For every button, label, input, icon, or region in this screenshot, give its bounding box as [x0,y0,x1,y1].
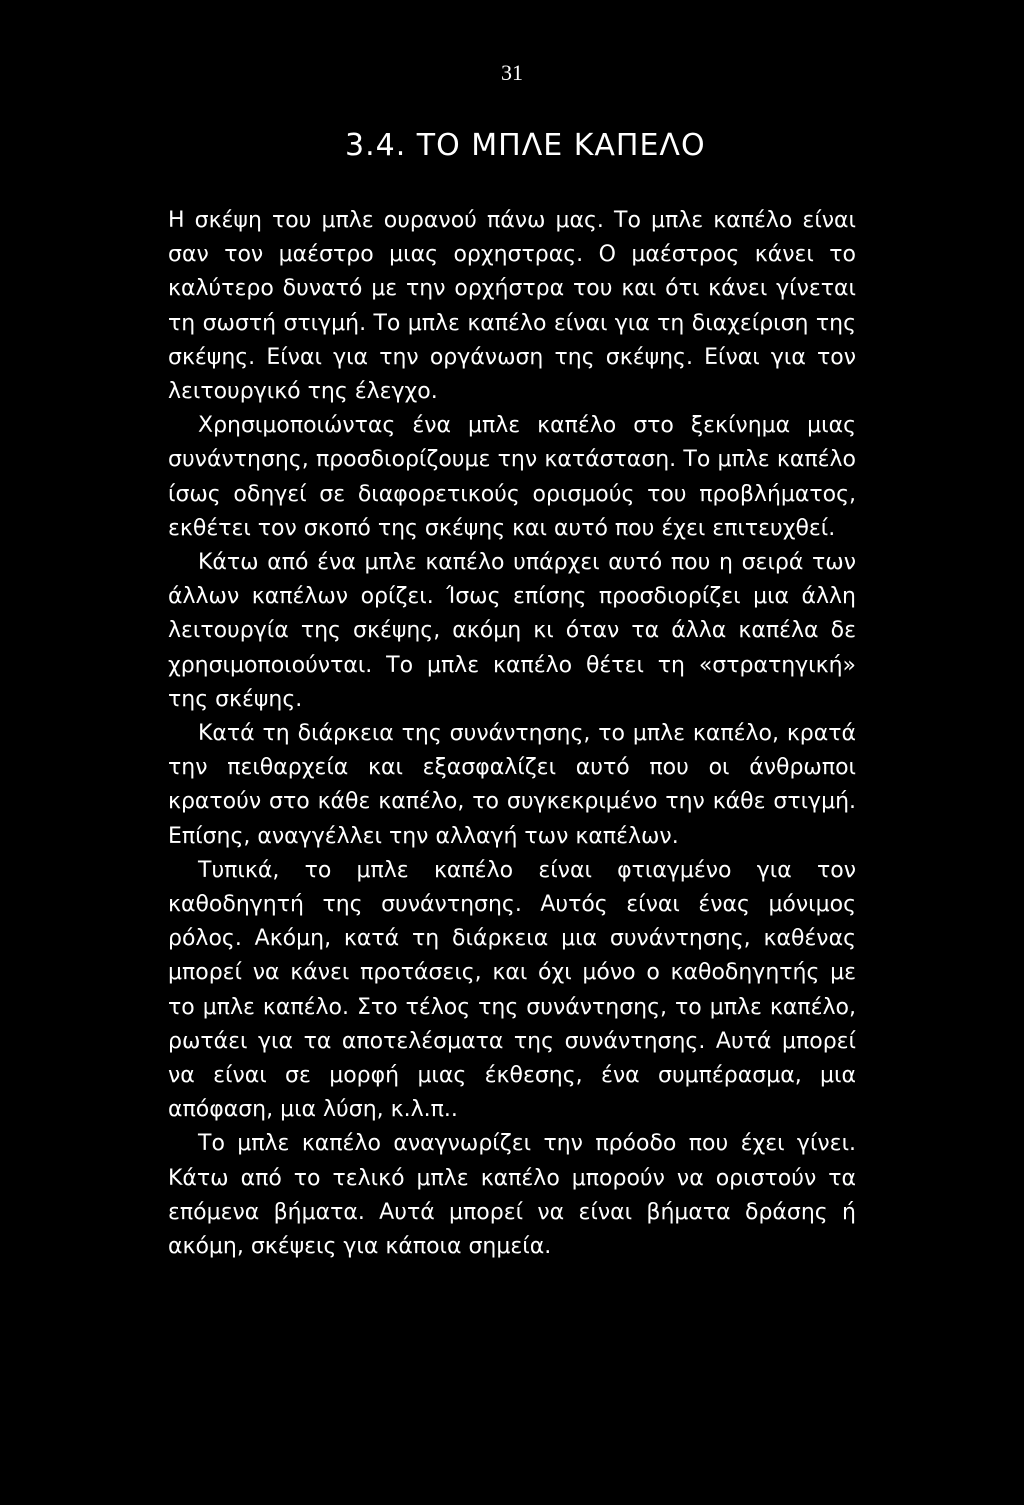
paragraph-facilitator: Τυπικά, το μπλε καπέλο είναι φτιαγμένο για τον καθοδηγητή της συνάντησης. Αυτός είναι ένας μόνιμος ρόλος. Ακόμη, κατά τη διάρκεια μια συνάντησης, καθένας μπορεί να κάνει προτάσεις, και όχι μόνο ο καθοδηγητής με το μπλε καπέλο. Στο τέλος της συνάντησης, το μπλε καπέλο, ρωτάει για τα αποτελέσματα της συνάντησης. Αυτά μπορεί να είναι σε μορφή μιας έκθεσης, ένα συμπέρασμα, μια απόφαση, μια λύση, κ.λ.π.. [168,857,856,1123]
section-title: 3.4. ΤΟ ΜΠΛΕ ΚΑΠΕΛΟ [345,128,706,163]
paragraph-progress: Το μπλε καπέλο αναγνωρίζει την πρόοδο που έχει γίνει. Κάτω από το τελικό μπλε καπέλο μπορούν να οριστούν τα επόμενα βήματα. Αυτά μπορεί να είναι βήματα δράσης ή ακόμη, σκέψεις για κάποια σημεία. [168,1131,856,1260]
paragraph-during-meeting: Κατά τη διάρκεια της συνάντησης, το μπλε καπέλο, κρατά την πειθαρχεία και εξασφαλίζει αυτό που οι άνθρωποι κρατούν στο κάθε καπέλο, το συγκεκριμένο την κάθε στιγμή. Επίσης, αναγγέλλει την αλλαγή των καπέλων. [168,721,856,849]
page-number: 31 [501,60,523,85]
body-text [168,204,856,1264]
paragraph-under-blue-hat: Κάτω από ένα μπλε καπέλο υπάρχει αυτό που η σειρά των άλλων καπέλων ορίζει. Ίσως επίσης προσδιορίζει μια άλλη λειτουργία της σκέψης, ακόμη κι όταν τα άλλα καπέλα δε χρησιμοποιούνται. Το μπλε καπέλο θέτει τη «στρατηγική» της σκέψης. [168,550,856,712]
paragraph-meeting-start: Χρησιμοποιώντας ένα μπλε καπέλο στο ξεκίνημα μιας συνάντησης, προσδιορίζουμε την κατάσταση. Το μπλε καπέλο ίσως οδηγεί σε διαφορετικούς ορισμούς του προβλήματος, εκθέτει τον σκοπό της σκέψης και αυτό που έχει επιτευχθεί. [168,413,856,541]
paragraph-intro: Η σκέψη του μπλε ουρανού πάνω μας. Το μπλε καπέλο είναι σαν τον μαέστρο μιας ορχηστρας. Ο μαέστρος κάνει το καλύτερο δυνατό με την ορχήστρα του και ότι κάνει γίνεται τη σωστή στιγμή. Το μπλε καπέλο είναι για τη διαχείριση της σκέψης. Είναι για την οργάνωση της σκέψης. Είναι για τον λειτουργικό της έλεγχο. [168,208,856,405]
